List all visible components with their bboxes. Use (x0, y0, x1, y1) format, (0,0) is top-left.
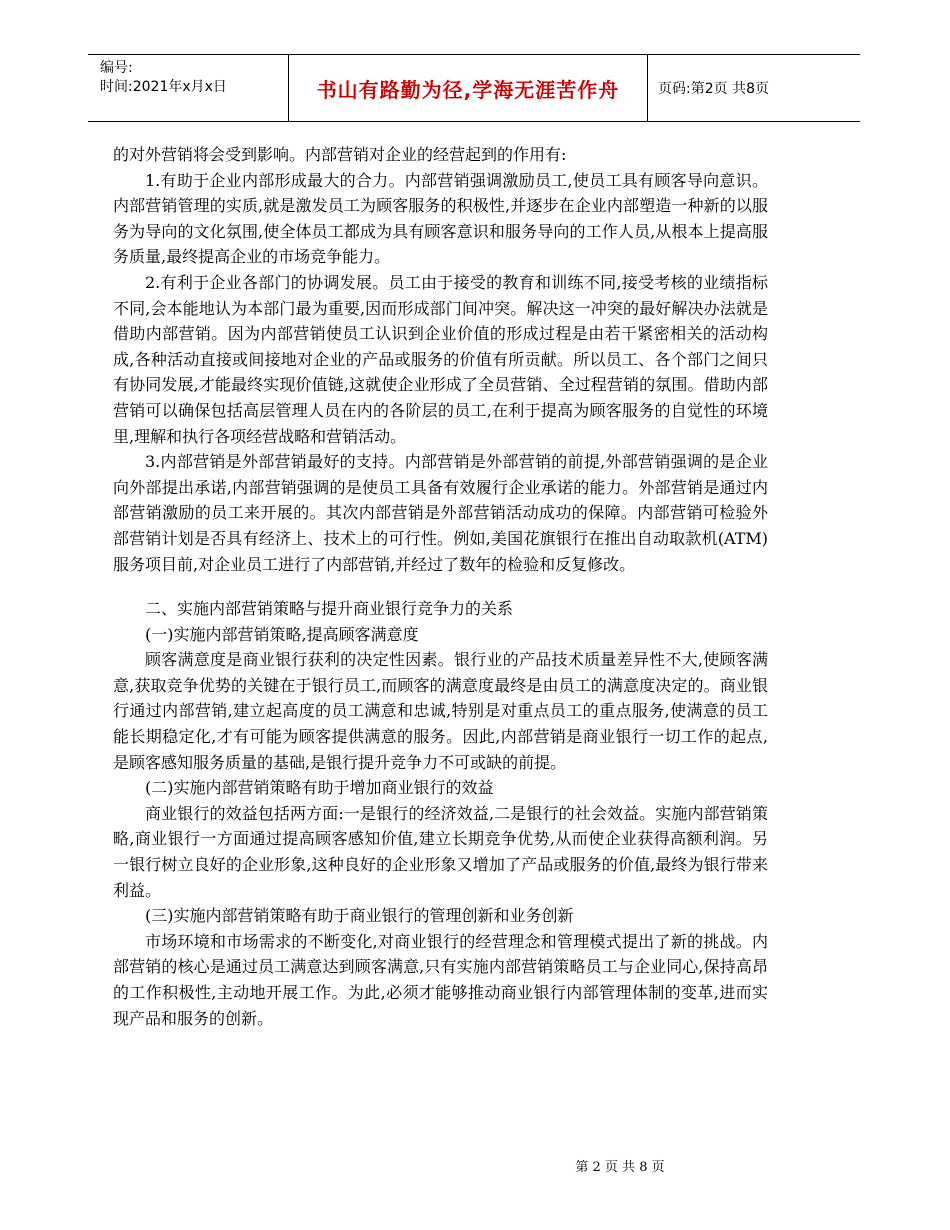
header-motto: 书山有路勤为径,学海无涯苦作舟 (288, 55, 648, 121)
header-meta (88, 55, 288, 121)
page-footer: 第 2 页 共 8 页 (575, 1160, 665, 1175)
subsection-heading: (二)实施内部营销策略有助于增加商业银行的效益 (145, 778, 494, 798)
section-heading: 二、实施内部营销策略与提升商业银行竞争力的关系 (145, 599, 514, 619)
body-paragraph: 顾客满意度是商业银行获利的决定性因素。银行业的产品技术质量差异性不大,使顾客满意,获取竞争优势的关键在于银行员工,而顾客的满意度最终是由员工的满意度决定的。商业银行通过内部营销,建立起高度的员工满意和忠诚,特别是对重点员工的重点服务,使满意的员工能长期稳定化,才有可能为顾客提供满意的服务。因此,内部营销是商业银行一切工作的起点,是顾客感知服务质量的基础,是银行提升竞争力不可或缺的前提。 (113, 650, 768, 772)
document-number-label: 编号: (100, 60, 133, 76)
body-paragraph: 3.内部营销是外部营销最好的支持。内部营销是外部营销的前提,外部营销强调的是企业向外部提出承诺,内部营销强调的是使员工具备有效履行企业承诺的能力。外部营销是通过内部营销激励的员工来开展的。其次内部营销是外部营销活动成功的保障。内部营销可检验外部营销计划是否具有经济上、技术上的可行性。例如,美国花旗银行在推出自动取款机(ATM)服务项目前,对企业员工进行了内部营销,并经过了数年的检验和反复修改。 (113, 452, 768, 574)
body-paragraph: 1.有助于企业内部形成最大的合力。内部营销强调激励员工,使员工具有顾客导向意识。内部营销管理的实质,就是激发员工为顾客服务的积极性,并逐步在企业内部塑造一种新的以服务为导向的文化氛围,使全体员工都成为具有顾客意识和服务导向的工作人员,从根本上提高服务质量,最终提高企业的市场竞争能力。 (113, 170, 768, 267)
body-paragraph: 商业银行的效益包括两方面:一是银行的经济效益,二是银行的社会效益。实施内部营销策略,商业银行一方面通过提高顾客感知价值,建立长期竞争优势,从而使企业获得高额利润。另一银行树立良好的企业形象,这种良好的企业形象又增加了产品或服务的价值,最终为银行带来利益。 (113, 803, 768, 900)
subsection-heading: (三)实施内部营销策略有助于商业银行的管理创新和业务创新 (145, 906, 574, 926)
page-header (88, 54, 860, 122)
body-paragraph: 市场环境和市场需求的不断变化,对商业银行的经营理念和管理模式提出了新的挑战。内部营销的核心是通过员工满意达到顾客满意,只有实施内部营销策略员工与企业同心,保持高昂的工作积极性,主动地开展工作。为此,必须才能够推动商业银行内部管理体制的变革,进而实现产品和服务的创新。 (113, 931, 768, 1028)
body-paragraph: 2.有利于企业各部门的协调发展。员工由于接受的教育和训练不同,接受考核的业绩指标不同,会本能地认为本部门最为重要,因而形成部门间冲突。解决这一冲突的最好解决办法就是借助内部营销。因为内部营销使员工认识到企业价值的形成过程是由若干紧密相关的活动构成,各种活动直接或间接地对企业的产品或服务的价值有所贡献。所以员工、各个部门之间只有协同发展,才能最终实现价值链,这就使企业形成了全员营销、全过程营销的氛围。借助内部营销可以确保包括高层管理人员在内的各阶层的员工,在利于提高为顾客服务的自觉性的环境里,理解和执行各项经营战略和营销活动。 (113, 272, 768, 446)
paragraph-gap (113, 577, 768, 596)
document-time-label: 时间:2021年x月x日 (100, 79, 227, 95)
body-paragraph: 的对外营销将会受到影响。内部营销对企业的经营起到的作用有: (113, 145, 567, 164)
document-body (113, 142, 768, 1031)
header-page-info: 页码:第2页 共8页 (658, 81, 769, 97)
subsection-heading: (一)实施内部营销策略,提高顾客满意度 (145, 624, 419, 644)
